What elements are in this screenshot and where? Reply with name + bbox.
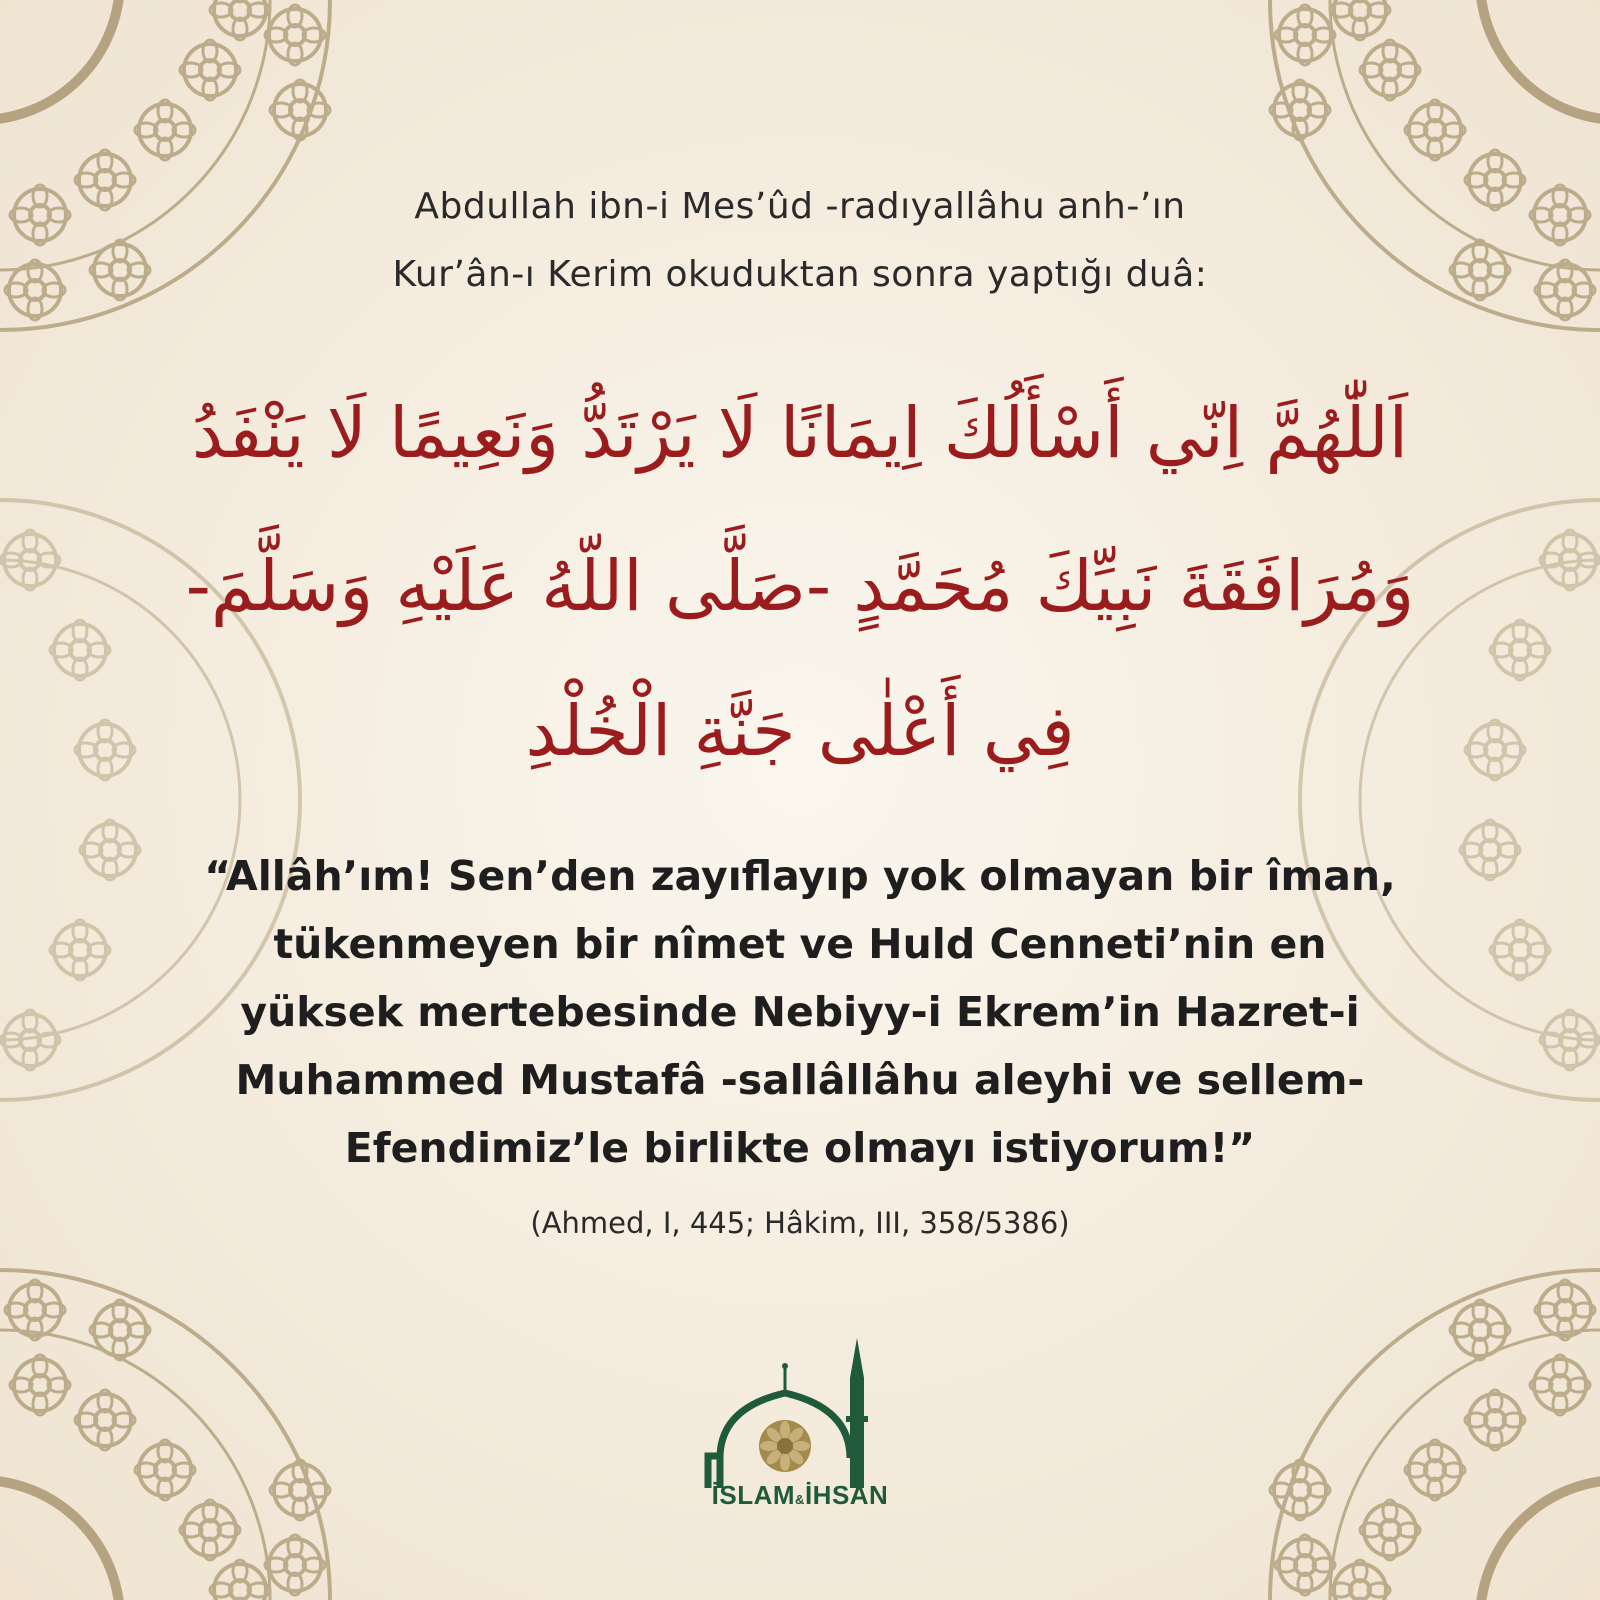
intro-line-2: Kur’ân-ı Kerim okuduktan sonra yaptığı duâ: [392, 254, 1208, 295]
arabic-line-3: فِي أَعْلٰى جَنَّةِ الْخُلْدِ [525, 690, 1075, 772]
translation-line-2: tükenmeyen bir nîmet ve Huld Cenneti’nin en [273, 920, 1327, 968]
logo-name-left: İSLAM [711, 1480, 796, 1510]
corner-ornament-bottom-left [0, 1270, 330, 1600]
translation-line-1: “Allâh’ım! Sen’den zayıflayıp yok olmayan bir îman, [204, 852, 1396, 900]
arabic-line-2: وَمُرَافَقَةَ نَبِيِّكَ مُحَمَّدٍ -صَلَّى اللّهُ عَلَيْهِ وَسَلَّمَ- [185, 545, 1415, 627]
intro-line-1: Abdullah ibn-i Mes’ûd -radıyallâhu anh-’ın [414, 186, 1186, 227]
corner-ornament-bottom-right [1270, 1270, 1600, 1600]
arabic-line-1: اَللّٰهُمَّ اِنّي أَسْأَلُكَ اِيمَانًا لَا يَرْتَدُّ وَنَعِيمًا لَا يَنْفَدُ [191, 392, 1409, 474]
translation-line-4: Muhammed Mustafâ -sallâllâhu aleyhi ve sellem- [235, 1056, 1365, 1104]
logo-wordmark [690, 1480, 910, 1511]
logo-ampersand: & [795, 1492, 805, 1507]
logo-name-right: İHSAN [804, 1480, 889, 1510]
translation-line-5: Efendimiz’le birlikte olmayı istiyorum!” [344, 1124, 1256, 1172]
source-citation: (Ahmed, I, 445; Hâkim, III, 358/5386) [530, 1206, 1070, 1240]
translation-line-3: yüksek mertebesinde Nebiyy-i Ekrem’in Hazret-i [240, 988, 1360, 1036]
